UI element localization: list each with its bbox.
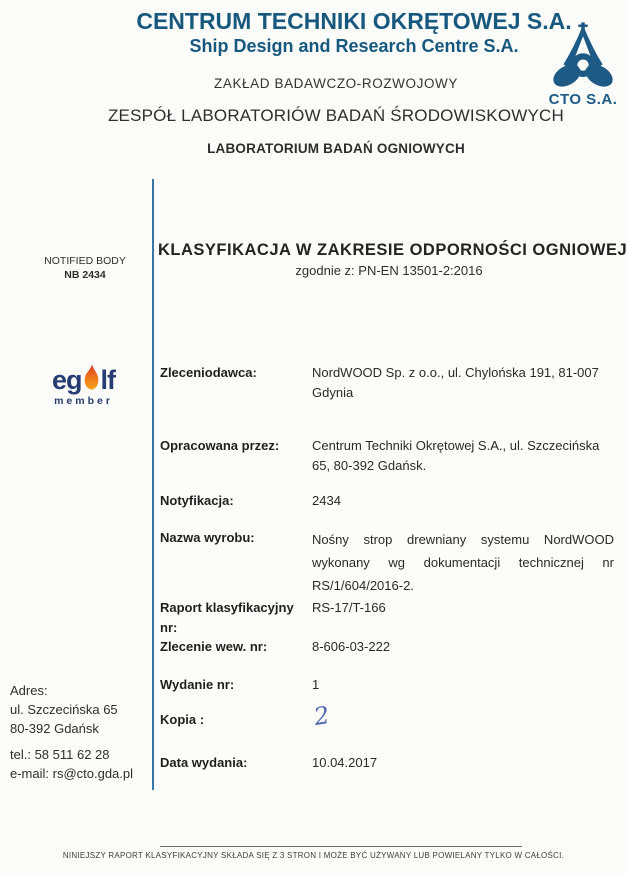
egolf-member-label: member — [54, 395, 113, 407]
address-heading: Adres: — [10, 683, 48, 698]
field-label: Opracowana przez: — [160, 438, 280, 453]
notified-body-block — [15, 255, 155, 281]
department-line: ZAKŁAD BADAWCZO-ROZWOJOWY — [214, 76, 458, 91]
address-block — [10, 681, 155, 738]
contact-phone: tel.: 58 511 62 28 — [10, 747, 110, 762]
egolf-wordmark — [36, 364, 131, 395]
handwritten-copy-number: 2 — [311, 700, 332, 732]
cto-logo — [544, 22, 622, 108]
field-row-raport-klasyfikacyjny — [160, 598, 614, 638]
document-subtitle: zgodnie z: PN-EN 13501-2:2016 — [295, 263, 483, 278]
field-row-wydanie — [160, 675, 614, 695]
field-row-kopia — [160, 700, 614, 734]
field-value: RS-17/T-166 — [312, 600, 386, 615]
address-street: ul. Szczecińska 65 — [10, 702, 118, 717]
cto-anchor-propeller-icon — [544, 22, 622, 90]
field-label: Data wydania: — [160, 755, 248, 770]
contact-block — [10, 745, 160, 783]
field-value: 2434 — [312, 493, 341, 508]
egolf-letters-lf: lf — [100, 365, 115, 395]
field-row-nazwa-wyrobu — [160, 528, 614, 597]
field-row-opracowana-przez — [160, 436, 614, 476]
field-value-handwritten — [311, 700, 614, 734]
org-name: CENTRUM TECHNIKI OKRĘTOWEJ S.A. — [136, 8, 572, 34]
field-row-zlecenie-wew — [160, 637, 614, 657]
field-value: 10.04.2017 — [312, 755, 378, 770]
egolf-letters-eg: eg — [51, 365, 82, 395]
org-name-english: Ship Design and Research Centre S.A. — [189, 36, 519, 56]
contact-email: e-mail: rs@cto.gda.pl — [10, 766, 134, 781]
lab-name-line: LABORATORIUM BADAŃ OGNIOWYCH — [207, 141, 465, 156]
field-value: 1 — [312, 677, 320, 692]
cto-logo-caption: CTO S.A. — [548, 91, 618, 108]
document-title: KLASYFIKACJA W ZAKRESIE ODPORNOŚCI OGNIOWEJ — [158, 241, 627, 259]
footer-note: NINIEJSZY RAPORT KLASYFIKACYJNY SKŁADA SIĘ Z 3 STRON I MOŻE BYĆ UŻYWANY LUB POWIELANY TYLKO W CAŁOŚCI. — [62, 851, 565, 860]
lab-group-line: ZESPÓŁ LABORATORIÓW BADAŃ ŚRODOWISKOWYCH — [107, 106, 565, 125]
field-label: Kopia : — [160, 712, 205, 727]
field-label: Wydanie nr: — [160, 677, 235, 692]
flame-icon — [82, 365, 101, 395]
field-value: Nośny strop drewniany systemu NordWOOD wykonany wg dokumentacji technicznej nr RS/1/604/2016-2. — [312, 532, 614, 593]
field-row-notyfikacja — [160, 491, 614, 511]
field-label: Zlecenie wew. nr: — [160, 639, 268, 654]
field-value: Centrum Techniki Okrętowej S.A., ul. Szczecińska 65, 80-392 Gdańsk. — [312, 438, 600, 473]
address-city: 80-392 Gdańsk — [10, 721, 99, 736]
egolf-logo — [36, 364, 131, 407]
field-label: Notyfikacja: — [160, 493, 234, 508]
notified-body-label: NOTIFIED BODY — [44, 255, 126, 267]
field-label: Zleceniodawca: — [160, 365, 257, 380]
field-label: Nazwa wyrobu: — [160, 530, 255, 545]
field-value: NordWOOD Sp. z o.o., ul. Chylońska 191, 81-007 Gdynia — [312, 365, 599, 400]
footer-divider — [160, 846, 522, 847]
field-row-data-wydania — [160, 753, 614, 773]
notified-body-number: NB 2434 — [64, 269, 106, 281]
field-value: 8-606-03-222 — [312, 639, 391, 654]
field-row-zleceniodawca — [160, 363, 614, 403]
field-label: Raport klasyfikacyjny nr: — [160, 600, 294, 635]
